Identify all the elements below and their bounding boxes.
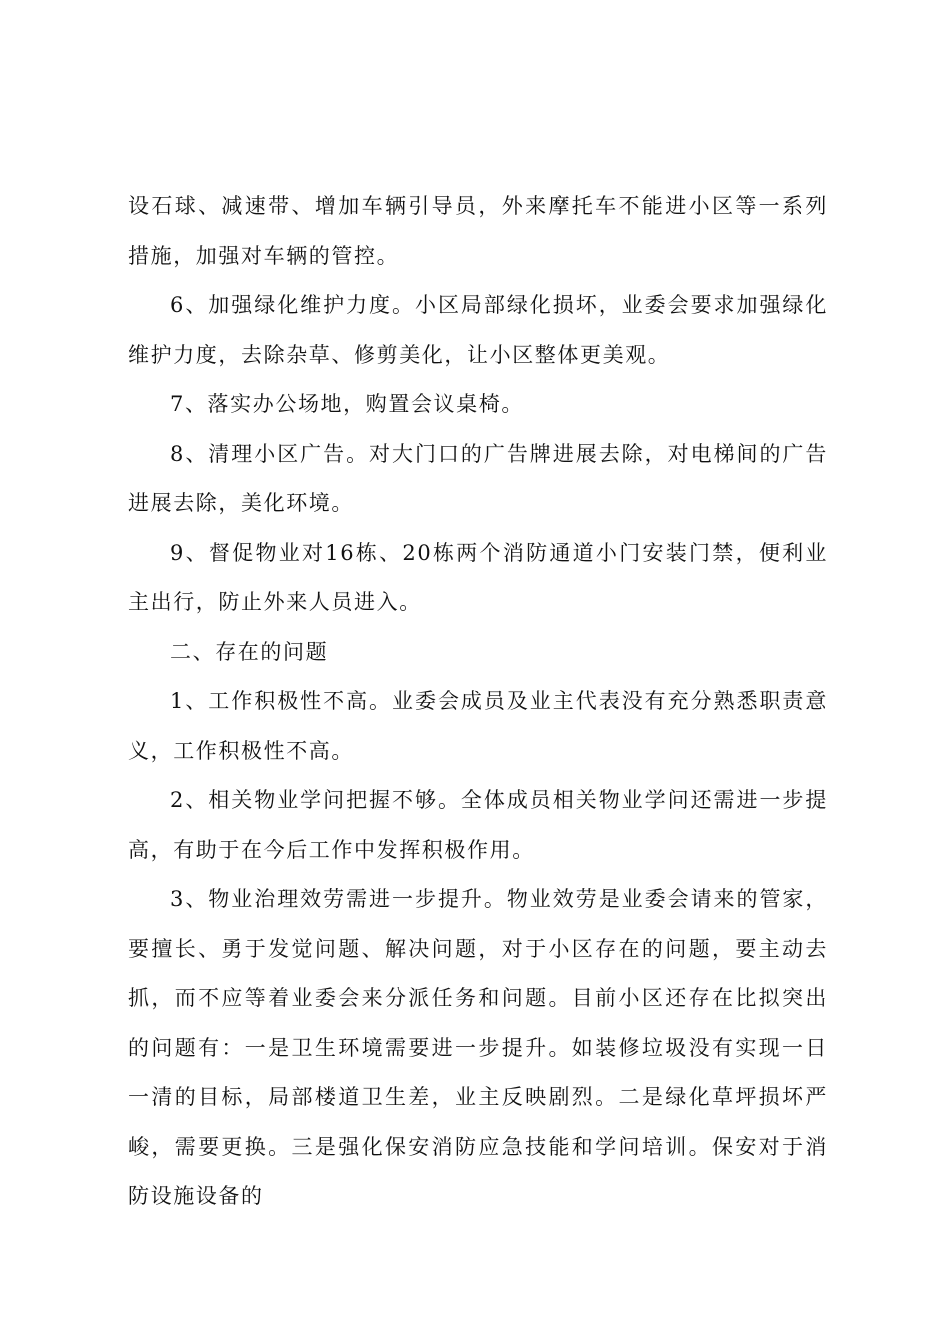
paragraph-item-8: 8、清理小区广告。对大门口的广告牌进展去除，对电梯间的广告进展去除，美化环境。 bbox=[128, 441, 828, 515]
paragraph-item-7: 7、落实办公场地，购置会议桌椅。 bbox=[170, 392, 524, 416]
section-heading-problems: 二、存在的问题 bbox=[170, 639, 329, 664]
paragraph-problem-3: 3、物业治理效劳需进一步提升。物业效劳是业委会请来的管家，要擅长、勇于发觉问题、解决问题，对于小区存在的问题，要主动去抓，而不应等着业委会来分派任务和问题。目前小区还存在比拟突出的问题有：一是卫生环境需要进一步提升。如装修垃圾没有实现一日一清的目标，局部楼道卫生差，业主反映剧烈。二是绿化草坪损坏严峻，需要更换。三是强化保安消防应急技能和学问培训。保安对于消防设施设备的 bbox=[128, 887, 828, 1208]
paragraph-problem-2: 2、相关物业学问把握不够。全体成员相关物业学问还需进一步提高，有助于在今后工作中发挥积极作用。 bbox=[128, 788, 828, 862]
paragraph-item-9: 9、督促物业对16栋、20栋两个消防通道小门安装门禁，便利业主出行，防止外来人员进入。 bbox=[128, 540, 828, 614]
paragraph-problem-1: 1、工作积极性不高。业委会成员及业主代表没有充分熟悉职责意义，工作积极性不高。 bbox=[128, 689, 828, 763]
paragraph-item-6: 6、加强绿化维护力度。小区局部绿化损坏，业委会要求加强绿化维护力度，去除杂草、修剪美化，让小区整体更美观。 bbox=[128, 293, 828, 367]
paragraph-continuation: 设石球、减速带、增加车辆引导员，外来摩托车不能进小区等一系列措施，加强对车辆的管控。 bbox=[128, 194, 828, 268]
document-body bbox=[128, 182, 828, 1222]
